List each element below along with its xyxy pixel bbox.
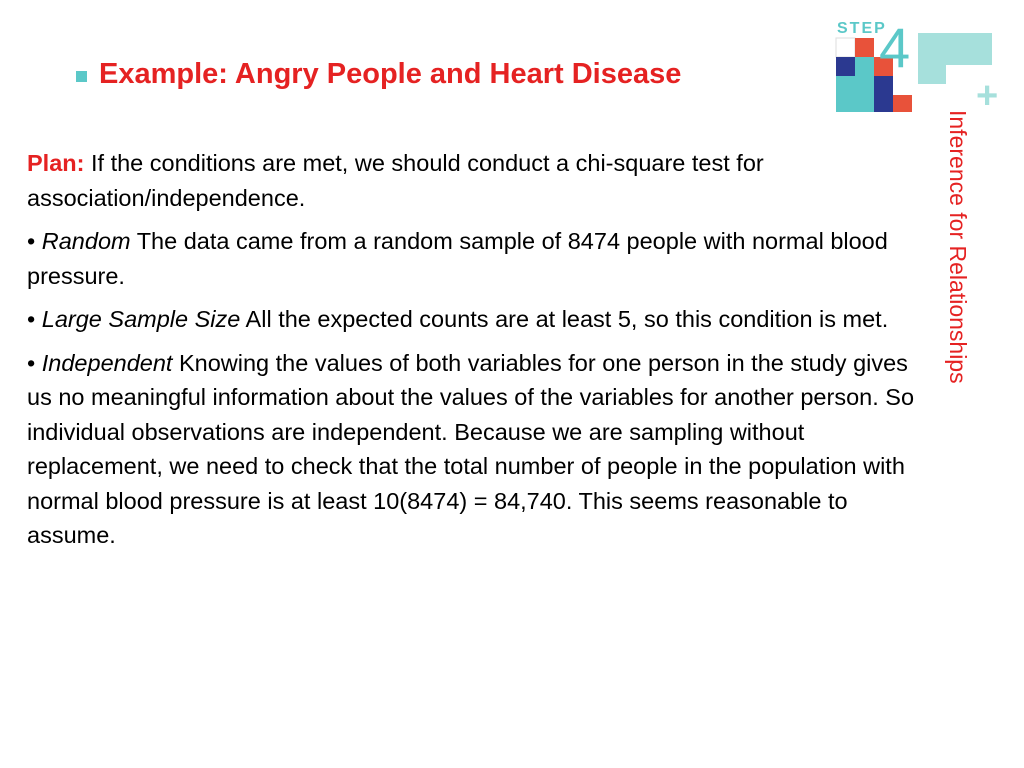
slide-title: Example: Angry People and Heart Disease [99,57,682,90]
logo-square-teal [836,76,855,95]
plan-paragraph [27,146,927,215]
logo-step-word: STEP [837,20,887,37]
bullet: • [27,228,42,254]
bullet: • [27,306,42,332]
independent-text: Knowing the values of both variables for one person in the study gives us no meaningful information about the values of the variables for another person. So individual observations are independent. Because we are sampling without replacement, we need to check that the total number of people in the population with normal blood pressure is at least 10(8474) = 84,740. This seems reasonable to assume. [27,349,915,548]
logo-plus: + [976,75,999,114]
logo-square-red [893,95,912,112]
random-paragraph [27,224,927,293]
random-term: Random [41,228,131,254]
random-text: The data came from a random sample of 8474 people with normal blood pressure. [27,228,888,289]
logo-square-teal [855,57,874,76]
large-sample-term: Large Sample Size [41,306,241,332]
plan-text: If the conditions are met, we should conduct a chi-square test for association/independence. [27,150,764,211]
large-sample-text: All the expected counts are at least 5, so this condition is met. [240,306,889,332]
logo-square-navy [874,95,893,112]
bullet: • [27,349,42,376]
step-4-logo [832,14,1012,114]
logo-square-navy [836,57,855,76]
logo-square-teal [855,76,874,95]
large-sample-paragraph [27,302,927,337]
slide-body [27,146,927,562]
side-label: Inference for Relationships [945,110,971,384]
logo-square-teal [836,95,855,112]
logo-bar [918,33,992,65]
square-bullet-icon [76,71,87,82]
independent-paragraph [27,346,927,553]
logo-square-red [855,38,874,57]
logo-square-teal [855,95,874,112]
plan-label: Plan: [27,150,85,176]
logo-bar [918,65,946,84]
independent-term: Independent [41,349,173,376]
slide-title-row [76,52,681,96]
logo-step-number: 4 [879,16,911,79]
logo-square-outline [836,38,855,57]
